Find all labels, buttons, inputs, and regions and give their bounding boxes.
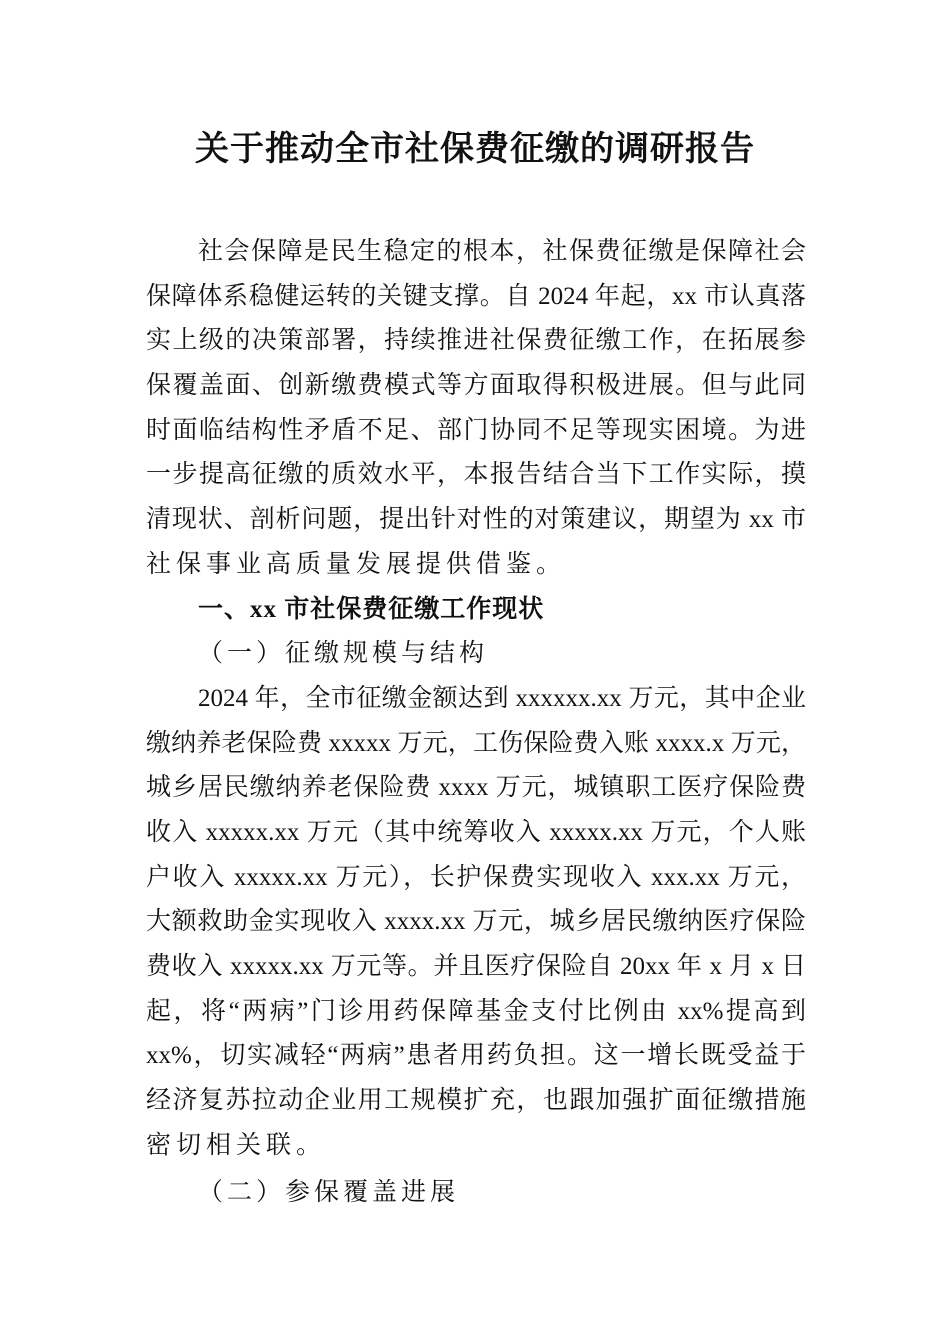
text-line: 费收入 xxxxx.xx 万元等。并且医疗保险自 20xx 年 x 月 x 日 — [146, 953, 806, 980]
intro-paragraph — [146, 230, 806, 588]
text-line: 清现状、剖析问题，提出针对性的对策建议，期望为 xx 市 — [146, 506, 806, 534]
text-line: 收入 xxxxx.xx 万元（其中统筹收入 xxxxx.xx 万元，个人账 — [146, 818, 806, 846]
text-line: 户收入 xxxxx.xx 万元），长护保费实现收入 xxx.xx 万元， — [146, 863, 806, 891]
document-title: 关于推动全市社保费征缴的调研报告 — [195, 131, 755, 168]
text-line: xx%，切实减轻“两病”患者用药负担。这一增长既受益于 — [146, 1042, 806, 1070]
text-line: 密切相关联。 — [146, 1131, 327, 1159]
text-line: 时面临结构性矛盾不足、部门协同不足等现实困境。为进 — [146, 416, 806, 444]
text-line: 经济复苏拉动企业用工规模扩充，也跟加强扩面征缴措施 — [146, 1087, 806, 1115]
text-line: 保覆盖面、创新缴费模式等方面取得积极进展。但与此同 — [146, 372, 806, 400]
text-line: 保障体系稳健运转的关键支撑。自 2024 年起，xx 市认真落 — [146, 282, 806, 310]
text-line: 一步提高征缴的质效水平，本报告结合当下工作实际，摸 — [146, 461, 806, 489]
document-body — [146, 230, 806, 1216]
text-line: 社会保障是民生稳定的根本，社保费征缴是保障社会 — [198, 238, 806, 265]
text-line: 起，将“两病”门诊用药保障基金支付比例由 xx%提高到 — [146, 997, 806, 1025]
text-line: 缴纳养老保险费 xxxxx 万元，工伤保险费入账 xxxx.x 万元， — [146, 729, 806, 757]
text-line: 大额救助金实现收入 xxxx.xx 万元，城乡居民缴纳医疗保险 — [146, 908, 806, 936]
text-line: 城乡居民缴纳养老保险费 xxxx 万元，城镇职工医疗保险费 — [146, 774, 806, 802]
section-heading: 一、xx 市社保费征缴工作现状 — [198, 595, 545, 623]
subsection-heading: （一）征缴规模与结构 — [198, 640, 489, 668]
text-line: 实上级的决策部署，持续推进社保费征缴工作，在拓展参 — [146, 327, 806, 355]
subsection-heading: （二）参保覆盖进展 — [198, 1179, 460, 1207]
text-line: 2024 年，全市征缴金额达到 xxxxxx.xx 万元，其中企业 — [198, 684, 806, 712]
scale-paragraph — [146, 677, 806, 1169]
text-line: 社保事业高质量发展提供借鉴。 — [146, 550, 567, 578]
